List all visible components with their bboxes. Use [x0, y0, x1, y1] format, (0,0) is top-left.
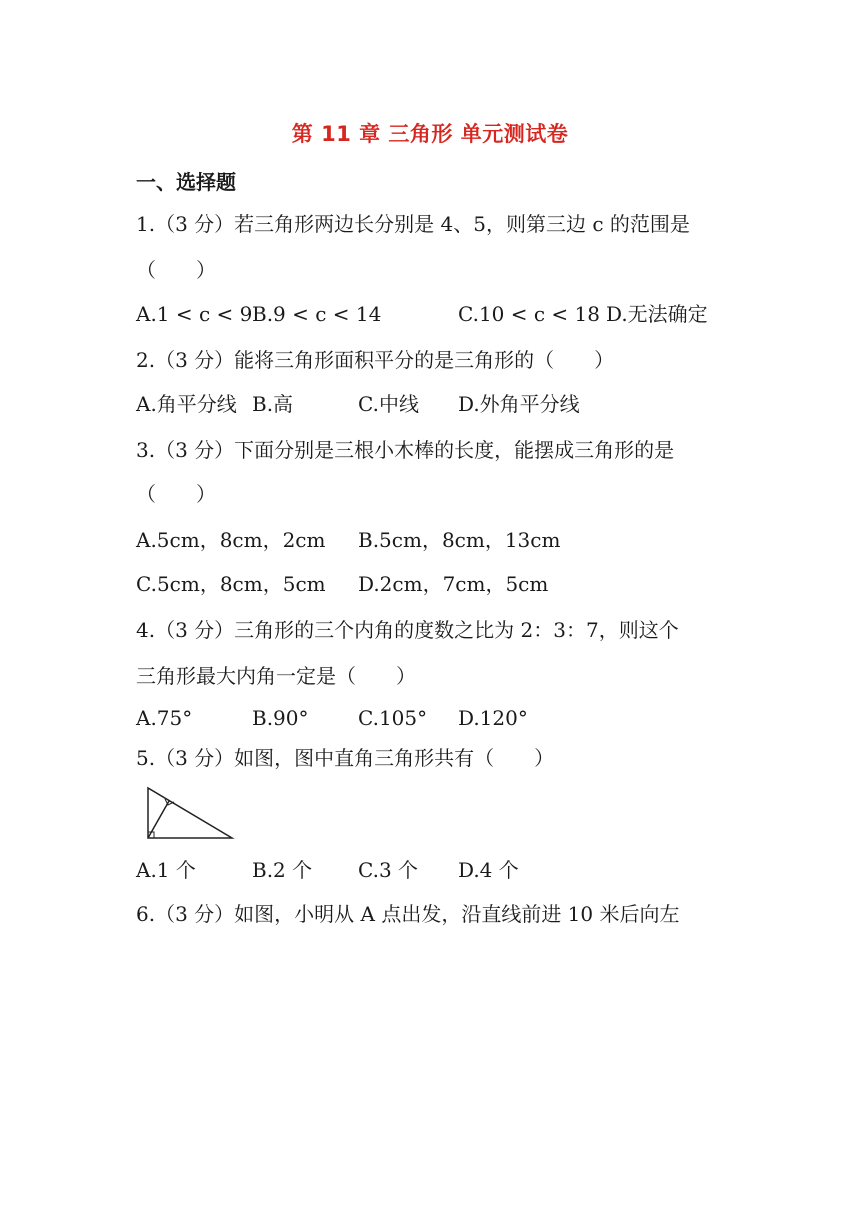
- question-3-answer-parens: （ ）: [136, 482, 216, 506]
- page-title: 第 11 章 三角形 单元测试卷: [291, 122, 569, 146]
- question-1-option-b: B.9 < c < 14: [252, 302, 382, 326]
- question-5-option-d: D.4 个: [458, 858, 519, 882]
- question-3-option-a: A.5cm，8cm，2cm: [136, 528, 326, 552]
- section-heading: 一、选择题: [136, 170, 236, 194]
- right-triangle-figure: [144, 784, 240, 844]
- question-3-stem: 3.（3 分）下面分别是三根小木棒的长度，能摆成三角形的是: [136, 438, 675, 462]
- question-2-option-a: A.角平分线: [136, 392, 237, 416]
- question-6-stem: 6.（3 分）如图，小明从 A 点出发，沿直线前进 10 米后向左: [136, 902, 680, 926]
- question-2-option-b: B.高: [252, 392, 294, 416]
- question-2-option-d: D.外角平分线: [458, 392, 580, 416]
- question-5-stem: 5.（3 分）如图，图中直角三角形共有（ ）: [136, 746, 555, 770]
- question-4-option-c: C.105°: [358, 706, 428, 730]
- question-5-option-a: A.1 个: [136, 858, 196, 882]
- outer-triangle: [148, 788, 232, 838]
- question-3-option-b: B.5cm，8cm，13cm: [358, 528, 561, 552]
- question-5-option-b: B.2 个: [252, 858, 313, 882]
- question-1-option-a: A.1 < c < 9: [136, 302, 253, 326]
- question-4-option-b: B.90°: [252, 706, 309, 730]
- question-2-stem: 2.（3 分）能将三角形面积平分的是三角形的（ ）: [136, 348, 615, 372]
- question-5-option-c: C.3 个: [358, 858, 419, 882]
- question-4-stem-cont: 三角形最大内角一定是（ ）: [136, 664, 416, 688]
- question-1-option-d: D.无法确定: [606, 302, 708, 326]
- question-3-option-c: C.5cm，8cm，5cm: [136, 572, 326, 596]
- question-1-answer-parens: （ ）: [136, 258, 216, 282]
- question-3-option-d: D.2cm，7cm，5cm: [358, 572, 549, 596]
- question-4-option-d: D.120°: [458, 706, 528, 730]
- question-4-option-a: A.75°: [136, 706, 193, 730]
- question-1-option-c: C.10 < c < 18: [458, 302, 600, 326]
- question-1-stem: 1.（3 分）若三角形两边长分别是 4、5，则第三边 c 的范围是: [136, 212, 690, 236]
- question-4-stem: 4.（3 分）三角形的三个内角的度数之比为 2：3：7，则这个: [136, 618, 679, 642]
- question-2-option-c: C.中线: [358, 392, 419, 416]
